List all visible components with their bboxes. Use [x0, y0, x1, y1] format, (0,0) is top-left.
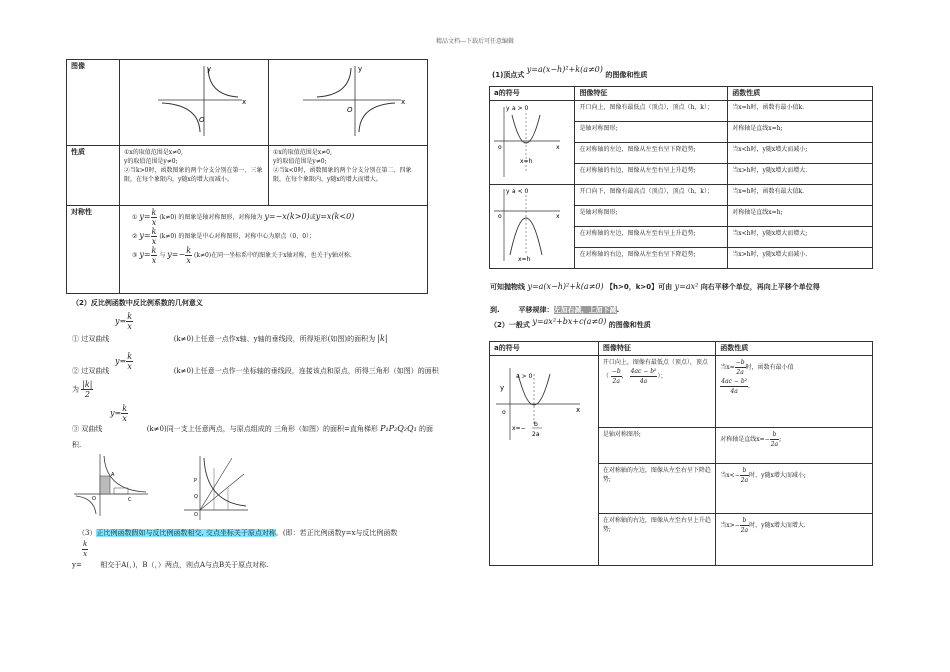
- figure-rectangle-area: [70, 452, 150, 517]
- svg-text:x=−: x=−: [512, 425, 526, 432]
- neg-prop-2: 对称轴是直线x=h;: [728, 206, 873, 227]
- svg-text:x=h: x=h: [520, 158, 533, 165]
- svg-text:x: x: [556, 144, 560, 151]
- section3-frac: $\frac{k}{x}$: [83, 540, 88, 558]
- svg-text:C: C: [128, 497, 132, 503]
- shift-rule-line: 可知抛物线 y=a(x−h)²+k(a≠0) 【h>0，k>0】可由 y=ax² 向右平移个单位，再向上平移个单位得: [490, 282, 820, 291]
- svg-text:y: y: [500, 384, 505, 392]
- svg-text:y: y: [506, 188, 510, 195]
- row-prop-label: 性质: [67, 146, 120, 206]
- svg-text:x: x: [556, 213, 560, 220]
- svg-text:O: O: [347, 106, 353, 114]
- page-header: 精品文档---下载后可任意编辑: [435, 38, 515, 45]
- graph2-a-positive: [490, 356, 599, 566]
- g2-feature-3: 在对称轴的左边，图像从左至右呈下降趋势;: [598, 464, 715, 514]
- section3-line1: （3）正比例函数假如与反比例函数相交, 交点坐标关于原点对称。(即：若正比例函数y=x与反比例函数: [78, 529, 398, 537]
- svg-text:y: y: [358, 65, 363, 73]
- svg-text:2a: 2a: [532, 431, 540, 438]
- svg-text:O: O: [92, 496, 96, 502]
- g2-prop-3: 当x<− $\frac{b}{2a}$ 时，y随x增大而减小;: [716, 464, 873, 514]
- neg-feature-2: 是轴对称图形;: [575, 206, 728, 227]
- pos-feature-4: 在对称轴的右边，图像从左至右呈上升趋势;: [575, 164, 728, 185]
- pos-prop-3: 当x<h时，y随x增大而减小;: [728, 143, 873, 164]
- g2-feature-1: 开口向上，图像有最低点（顶点），顶点（ $\frac{-b}{2a}$ ， $\frac{\text{4ac − b²}}{4a}$ ）；: [598, 356, 715, 428]
- svg-text:y: y: [207, 65, 212, 73]
- g2-prop-4: 当x>− $\frac{b}{2a}$ 时，y随x增大而增大.: [716, 514, 873, 566]
- col-prop: 函数性质: [728, 87, 873, 101]
- pos-prop-4: 当x>h时，y随x增大而增大.: [728, 164, 873, 185]
- svg-text:O: O: [199, 116, 205, 124]
- col-a-sign: a的符号: [490, 87, 575, 101]
- svg-text:o: o: [498, 144, 502, 151]
- graph-k-negative: [269, 60, 428, 146]
- para-1: ① 过双曲线 (k≠0)上任意一点作x轴、y轴的垂线段，所得矩形(如图)的面积为 |k|: [72, 334, 388, 343]
- svg-text:y: y: [506, 105, 510, 112]
- para-2: ② 过双曲线 (k≠0)上任意一点作一坐标轴的垂线段，连接该点和原点，所得三角形（如图）的面积: [72, 367, 439, 375]
- g2-feature-4: 在对称轴的右边，图像从左至右呈上升趋势;: [598, 514, 715, 566]
- svg-text:x: x: [242, 98, 247, 106]
- svg-text:o: o: [498, 213, 502, 220]
- svg-text:a > 0: a > 0: [512, 105, 529, 112]
- section3-line2: y= 相交于A(，)，B（，）两点，则点A与点B关于原点对称.: [72, 561, 269, 569]
- svg-text:b: b: [534, 421, 538, 428]
- svg-text:x=h: x=h: [518, 256, 531, 263]
- neg-prop-4: 当x>h时，y随x增大而减小.: [728, 248, 873, 269]
- g2-prop-2: 对称轴是直线x=− $\frac{b}{2a}$ ;: [716, 428, 873, 464]
- para-3-end: 积.: [72, 441, 82, 449]
- row-sym-label: 对称性: [67, 206, 120, 294]
- pos-feature-2: 是轴对称图形;: [575, 122, 728, 143]
- vertex-form-table: [489, 86, 873, 269]
- row-image-label: 图像: [67, 60, 120, 146]
- pos-feature-3: 在对称轴的左边，图像从左至右呈下降趋势;: [575, 143, 728, 164]
- svg-text:P: P: [194, 478, 198, 484]
- formula-y-k-x-2: y= $\frac{k}{x}$: [115, 352, 133, 371]
- graph-k-positive: [120, 60, 269, 146]
- general-form-table: [489, 341, 873, 566]
- formula-y-k-x-1: y= $\frac{k}{x}$: [115, 312, 133, 331]
- shift-rule-line2: 到. 平移规律：左加右减，上加下减.: [490, 306, 620, 314]
- svg-text:A: A: [111, 472, 115, 478]
- pos-prop-2: 对称轴是直线x=h;: [728, 122, 873, 143]
- col2-prop: 函数性质: [716, 342, 873, 356]
- formula-y-k-x-3: y= $\frac{k}{x}$: [110, 404, 128, 423]
- neg-feature-3: 在对称轴的左边，图像从左至右呈上升趋势;: [575, 227, 728, 248]
- section2-title: （2）反比例函数中反比例系数的几何意义: [72, 299, 203, 307]
- para-2-area: 为 $\frac{|k|}{2}$: [72, 380, 93, 399]
- neg-prop-1: 当x=h时，函数有最大值k.: [728, 185, 873, 206]
- symmetry-cell: ① y= $\frac{k}{x}$ (k≠0) 的图象是轴对称图形，对称轴为 y=−x(k>0)或y=x(k<0) ② y= $\frac{k}{x}$ (k≠0) 的图象是中心对称图形，对称中心为原点（0，0）； ③ y= $\frac{k}{x}$ 与 y=− $\frac{k}{x}$ (k≠0)在同一坐标系中的图象关于x轴对称，也关于y轴对称.: [120, 206, 428, 294]
- vertex-form-title: (1)顶点式 y=a(x−h)²+k(a≠0) 的图像和性质: [492, 65, 648, 79]
- figure-trapezoid-area: [180, 454, 250, 522]
- svg-text:a < 0: a < 0: [512, 188, 529, 195]
- general-form-title: （2）一般式 y=ax²+bx+c(a≠0) 的图像和性质: [490, 317, 651, 329]
- col2-feature: 图像特征: [598, 342, 715, 356]
- graph-a-negative: [490, 185, 575, 269]
- col-feature: 图像特征: [575, 87, 728, 101]
- neg-feature-1: 开口向下，图像有最高点（顶点），顶点（h，k）；: [575, 185, 728, 206]
- svg-text:Q: Q: [194, 494, 198, 500]
- section3-highlight: 正比例函数假如与反比例函数相交, 交点坐标关于原点对称: [96, 529, 276, 537]
- neg-prop-3: 当x<h时，y随x增大而增大;: [728, 227, 873, 248]
- svg-text:x: x: [401, 98, 406, 106]
- col2-a-sign: a的符号: [490, 342, 599, 356]
- prop-k-negative: ①x的取值范围是x≠0, y的取值范围是y≠0; ②当k<0时，函数图象的两个分支分别在第二、四象限，在每个象限内，y随x的增大而增大。: [269, 146, 428, 206]
- svg-text:o: o: [502, 409, 506, 416]
- prop-k-positive: ①x的取值范围是x≠0, y的取值范围是y≠0; ②当k>0时，函数图象的两个分支分别在第一、三象限，在每个象限内，y随x的增大而减小。: [120, 146, 269, 206]
- rule-highlight: 左加右减，上加下减: [553, 306, 617, 314]
- g2-feature-2: 是轴对称图形;: [598, 428, 715, 464]
- g2-prop-1: 当x= $\frac{-b}{2a}$ 时，函数有最小值 $\frac{\text{4ac − b²}}{4a}$ .: [716, 356, 873, 428]
- pos-prop-1: 当x=h时，函数有最小值k.: [728, 101, 873, 122]
- inverse-function-table: [66, 59, 428, 294]
- svg-text:x: x: [576, 406, 581, 414]
- svg-text:O: O: [194, 512, 198, 518]
- para-3: ③ 双曲线 (k≠0)同一支上任意两点，与原点组成的 三角形（如图）的面积=直角梯形 P₁P₂Q₂Q₁ 的面: [72, 424, 434, 433]
- neg-feature-4: 在对称轴的右边，图像从左至右呈下降趋势;: [575, 248, 728, 269]
- graph-a-positive: [490, 101, 575, 185]
- svg-text:a > 0: a > 0: [516, 373, 533, 380]
- pos-feature-1: 开口向上，图像有最低点（顶点），顶点（h，k）；: [575, 101, 728, 122]
